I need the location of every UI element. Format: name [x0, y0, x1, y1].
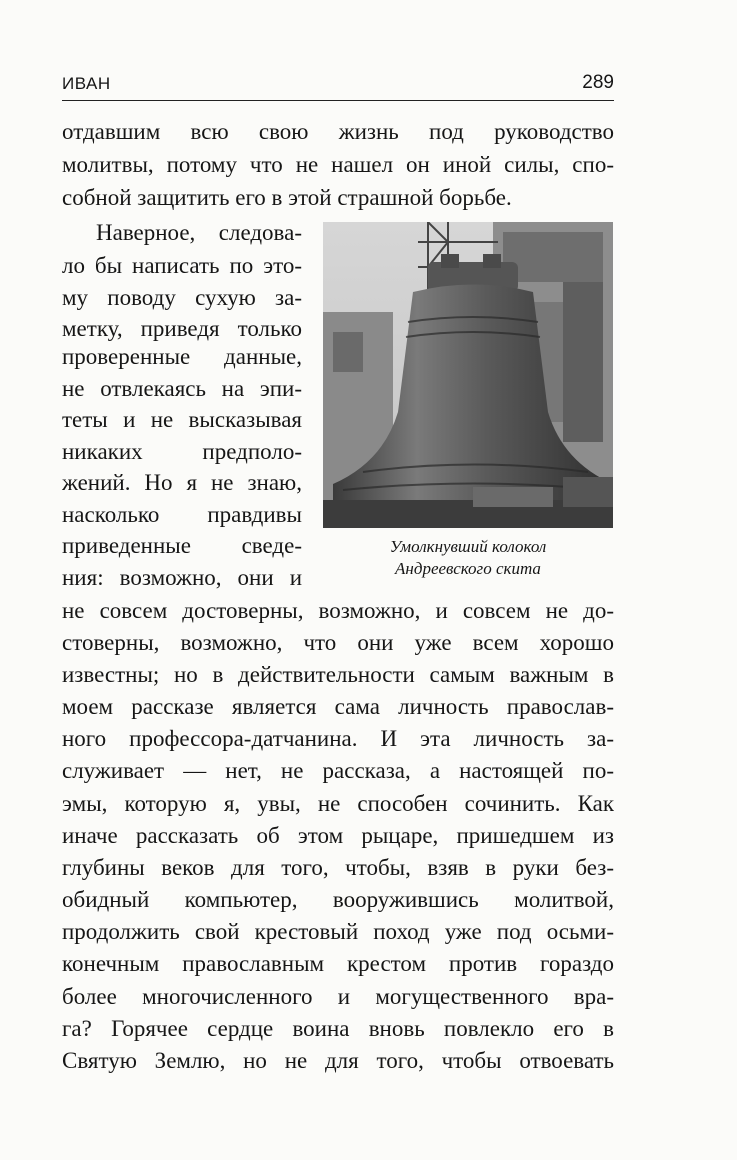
text-line: приведенные сведе-: [62, 533, 302, 558]
text-line: метку, приведя только: [62, 316, 302, 341]
text-line: насколько правдивы: [62, 502, 302, 527]
text-line: ного профессора-датчанина. И эта личность за-: [62, 726, 614, 751]
bell-photo: [323, 222, 613, 528]
text-line: молитвы, потому что не нашел он иной силы, спо-: [62, 152, 614, 177]
text-line: стоверны, возможно, что они уже всем хорошо: [62, 630, 614, 655]
text-line: продолжить свой крестовый поход уже под осьми-: [62, 919, 614, 944]
text-line: отдавшим всю свою жизнь под руководство: [62, 119, 614, 144]
text-line: га? Горячее сердце воина вновь повлекло его в: [62, 1016, 614, 1041]
text-line: конечным православным крестом против гораздо: [62, 951, 614, 976]
text-line: му поводу сухую за-: [62, 285, 302, 310]
text-line: обидный компьютер, вооружившись молитвой,: [62, 887, 614, 912]
page-header: [62, 70, 614, 101]
text-line: собной защитить его в этой страшной борьбе.: [62, 185, 512, 210]
text-line: более многочисленного и могущественного вра-: [62, 984, 614, 1009]
text-line: не отвлекаясь на эпи-: [62, 376, 302, 401]
page-number: 289: [582, 72, 614, 93]
text-line: Святую Землю, но не для того, чтобы отвоевать: [62, 1048, 614, 1073]
text-line: известны; но в действительности самым важным в: [62, 662, 614, 687]
text-line: глубины веков для того, чтобы, взяв в руки без-: [62, 855, 614, 880]
text-line: не совсем достоверны, возможно, и совсем не до-: [62, 598, 614, 623]
text-line: жений. Но я не знаю,: [62, 470, 302, 495]
text-line: никаких предполо-: [62, 439, 302, 464]
text-line: ния: возможно, они и: [62, 565, 302, 590]
photo-caption-line: Умолкнувший колокол: [389, 537, 547, 556]
text-line: ло бы написать по это-: [62, 253, 302, 278]
text-line: служивает — нет, не рассказа, а настоящей по-: [62, 758, 614, 783]
text-line: теты и не высказывая: [62, 407, 302, 432]
text-line: эмы, которую я, увы, не способен сочинить. Как: [62, 791, 614, 816]
text-line: проверенные данные,: [62, 344, 302, 369]
text-line: моем рассказе является сама личность православ-: [62, 694, 614, 719]
photo-caption-line: Андреевского скита: [395, 559, 541, 578]
text-line: иначе рассказать об этом рыцаре, пришедшем из: [62, 823, 614, 848]
text-line: Наверное, следова-: [96, 220, 302, 245]
running-title: ИВАН: [62, 74, 111, 93]
